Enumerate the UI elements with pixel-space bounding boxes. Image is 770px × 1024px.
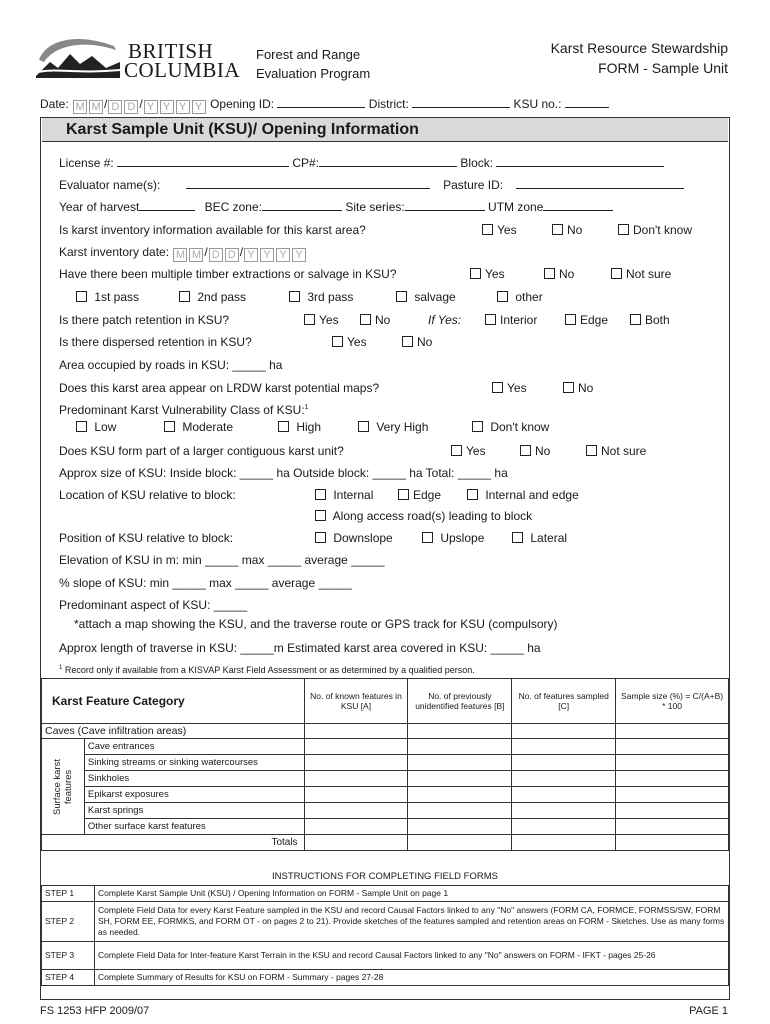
evaluator-field[interactable] (186, 178, 430, 189)
date-sep: / (239, 245, 244, 259)
checkbox[interactable] (398, 489, 409, 500)
pass3-label: 3rd pass (307, 290, 354, 304)
checkbox[interactable] (315, 532, 326, 543)
no-label: No (417, 335, 433, 349)
date-day-box[interactable]: D (124, 100, 138, 114)
inventory-yes[interactable] (482, 223, 517, 237)
table-cell[interactable] (304, 787, 408, 803)
evaluator-label: Evaluator name(s): (59, 178, 161, 192)
table-cell[interactable] (408, 771, 512, 787)
patch-no[interactable] (360, 313, 390, 327)
table-row: Epikarst exposures (84, 787, 304, 803)
pasture-field[interactable] (516, 178, 684, 189)
position-lateral[interactable] (512, 531, 567, 545)
date-label: Date: (40, 97, 69, 111)
yes-label: Yes (485, 267, 505, 281)
inv-year-box[interactable]: Y (260, 248, 274, 262)
checkbox[interactable] (315, 489, 326, 500)
table-cell[interactable] (304, 835, 408, 851)
page-number: PAGE 1 (689, 1005, 728, 1017)
date-month-box[interactable]: M (73, 100, 87, 114)
step-text: Complete Field Data for Inter-feature Karst Terrain in the KSU and record Causal Factors linked to any "No" answers on FORM - IFKT - pages 25-26 (95, 942, 729, 970)
elevation-line: Elevation of KSU in m: min _____ max _____ average _____ (59, 553, 385, 567)
checkbox[interactable] (76, 291, 87, 302)
step-label: STEP 4 (42, 970, 95, 986)
pass-2[interactable] (179, 290, 246, 304)
inventory-question: Is karst inventory information available for this karst area? (59, 223, 366, 237)
high-label: High (296, 420, 322, 434)
cp-label: CP#: (292, 156, 320, 170)
traverse-line: Approx length of traverse in KSU: _____m Estimated karst area covered in KSU: _____ ha (59, 641, 541, 655)
if-yes-label: If Yes: (428, 313, 462, 327)
checkbox[interactable] (565, 314, 576, 325)
table-cell[interactable] (304, 771, 408, 787)
checkbox[interactable] (586, 445, 597, 456)
program-name-2: Evaluation Program (256, 66, 371, 81)
no-label: No (559, 267, 575, 281)
larger-yes[interactable] (451, 444, 486, 458)
year-harvest-field[interactable] (139, 200, 195, 211)
roads-question: Area occupied by roads in KSU: _____ ha (59, 358, 283, 372)
date-line (40, 97, 609, 114)
step-label: STEP 2 (42, 902, 95, 942)
not-sure-label: Not sure (626, 267, 672, 281)
pass2-label: 2nd pass (197, 290, 247, 304)
bc-logo-graphic (36, 32, 122, 80)
vuln-footnote-mark: 1 (304, 404, 309, 411)
timber-no[interactable] (544, 267, 574, 281)
table-cell[interactable] (616, 819, 729, 835)
moderate-label: Moderate (182, 420, 234, 434)
patch-both[interactable] (630, 313, 670, 327)
yes-label: Yes (319, 313, 339, 327)
inv-year-box[interactable]: Y (276, 248, 290, 262)
checkbox[interactable] (467, 489, 478, 500)
location-internal[interactable] (315, 488, 373, 502)
opening-id-label: Opening ID: (210, 97, 275, 111)
surface-karst-group (42, 739, 85, 835)
location-question: Location of KSU relative to block: (59, 488, 236, 502)
cp-field[interactable] (319, 156, 457, 167)
internal-edge-label: Internal and edge (485, 488, 579, 502)
checkbox[interactable] (76, 421, 87, 432)
checkbox[interactable] (472, 421, 483, 432)
date-sep: / (104, 97, 108, 111)
date-year-box[interactable]: Y (160, 100, 174, 114)
form-title-2: FORM - Sample Unit (598, 60, 728, 76)
vuln-question (59, 403, 309, 417)
timber-yes[interactable] (470, 267, 505, 281)
salvage[interactable] (396, 290, 456, 304)
along-road-label: Along access road(s) leading to block (332, 509, 533, 523)
inv-day-box[interactable]: D (225, 248, 239, 262)
checkbox[interactable] (512, 532, 523, 543)
inventory-row (59, 223, 366, 237)
table-cell[interactable] (616, 739, 729, 755)
date-year-box[interactable]: Y (176, 100, 190, 114)
internal-label: Internal (333, 488, 374, 502)
checkbox[interactable] (482, 224, 493, 235)
table-cell[interactable] (304, 819, 408, 835)
position-downslope[interactable] (315, 531, 393, 545)
checkbox[interactable] (611, 268, 622, 279)
pass-1[interactable] (76, 290, 139, 304)
patch-yes[interactable] (304, 313, 339, 327)
very-high-label: Very High (376, 420, 429, 434)
other-label: other (515, 290, 543, 304)
inventory-no[interactable] (552, 223, 582, 237)
timber-not-sure[interactable] (611, 267, 671, 281)
location-along-road[interactable] (315, 509, 532, 523)
block-field[interactable] (496, 156, 664, 167)
timber-question: Have there been multiple timber extractions or salvage in KSU? (59, 267, 397, 281)
ksu-no-label: KSU no.: (513, 97, 562, 111)
inventory-dont-know[interactable] (618, 223, 692, 237)
table-cell[interactable] (304, 755, 408, 771)
checkbox[interactable] (451, 445, 462, 456)
checkbox[interactable] (360, 314, 371, 325)
table-row: Other surface karst features (84, 819, 304, 835)
yes-label: Yes (347, 335, 367, 349)
table-cell[interactable] (616, 771, 729, 787)
date-month-box[interactable]: M (89, 100, 103, 114)
yes-label: Yes (466, 444, 486, 458)
block-label: Block: (460, 156, 494, 170)
table-cell[interactable] (616, 724, 729, 739)
dont-know-label: Don't know (633, 223, 692, 237)
footnote-mark: 1 (59, 665, 63, 671)
table-cell[interactable] (304, 739, 408, 755)
aspect-line: Predominant aspect of KSU: _____ (59, 598, 248, 612)
interior-label: Interior (500, 313, 538, 327)
table-cell[interactable] (616, 835, 729, 851)
inv-month-box[interactable]: M (173, 248, 187, 262)
location-internal-edge[interactable] (467, 488, 579, 502)
vuln-moderate[interactable] (164, 420, 233, 434)
size-line: Approx size of KSU: Inside block: _____ ha Outside block: _____ ha Total: _____ ha (59, 466, 508, 480)
checkbox[interactable] (544, 268, 555, 279)
table-cell[interactable] (512, 724, 616, 739)
bec-label: BEC zone: (204, 200, 262, 214)
low-label: Low (94, 420, 117, 434)
district-label: District: (368, 97, 409, 111)
attach-note: *attach a map showing the KSU, and the traverse route or GPS track for KSU (compulsory) (74, 617, 558, 631)
footnote (59, 665, 475, 675)
lateral-label: Lateral (530, 531, 568, 545)
inv-month-box[interactable]: M (189, 248, 203, 262)
dispersed-yes[interactable] (332, 335, 367, 349)
upslope-label: Upslope (440, 531, 485, 545)
lrdw-no[interactable] (563, 381, 593, 395)
date-sep: / (204, 245, 208, 259)
utm-label: UTM zone (488, 200, 544, 214)
no-label: No (535, 444, 551, 458)
checkbox[interactable] (304, 314, 315, 325)
col-size: Sample size (%) = C/(A+B) * 100 (616, 679, 729, 724)
section-title: Karst Sample Unit (KSU)/ Opening Information (66, 121, 419, 138)
surface-karst-label: Surface karst features (51, 758, 74, 815)
checkbox[interactable] (164, 421, 175, 432)
inventory-date-row (59, 245, 307, 262)
checkbox[interactable] (470, 268, 481, 279)
slope-line: % slope of KSU: min _____ max _____ average _____ (59, 576, 352, 590)
table-cell[interactable] (304, 803, 408, 819)
larger-question: Does KSU form part of a larger contiguous karst unit? (59, 444, 344, 458)
table-cell[interactable] (408, 803, 512, 819)
table-row: Cave entrances (84, 739, 304, 755)
checkbox[interactable] (332, 336, 343, 347)
vuln-high[interactable] (278, 420, 321, 434)
not-sure-label: Not sure (601, 444, 647, 458)
form-title-1: Karst Resource Stewardship (550, 40, 728, 56)
patch-edge[interactable] (565, 313, 608, 327)
vuln-very-high[interactable] (358, 420, 428, 434)
patch-question: Is there patch retention in KSU? (59, 313, 230, 327)
inv-year-box[interactable]: Y (244, 248, 258, 262)
logo-british: BRITISH (128, 39, 214, 63)
checkbox[interactable] (278, 421, 289, 432)
table-cell[interactable] (512, 755, 616, 771)
checkbox[interactable] (520, 445, 531, 456)
checkbox[interactable] (630, 314, 641, 325)
district-field[interactable] (412, 97, 510, 108)
table-cell[interactable] (512, 835, 616, 851)
date-year-box[interactable]: Y (192, 100, 206, 114)
patch-interior[interactable] (485, 313, 537, 327)
step-text: Complete Karst Sample Unit (KSU) / Opening Information on FORM - Sample Unit on page 1 (95, 886, 729, 902)
utm-field[interactable] (543, 200, 613, 211)
site-series-label: Site series: (345, 200, 405, 214)
table-row: Karst springs (84, 803, 304, 819)
license-row (59, 156, 664, 170)
lrdw-question: Does this karst area appear on LRDW karst potential maps? (59, 381, 380, 395)
checkbox[interactable] (552, 224, 563, 235)
larger-not-sure[interactable] (586, 444, 646, 458)
other[interactable] (497, 290, 543, 304)
ksu-no-field[interactable] (565, 97, 609, 108)
table-cell[interactable] (408, 755, 512, 771)
table-cell[interactable] (408, 739, 512, 755)
inventory-date-label: Karst inventory date: (59, 245, 170, 259)
table-cell[interactable] (408, 819, 512, 835)
checkbox[interactable] (396, 291, 407, 302)
table-cell[interactable] (408, 835, 512, 851)
pasture-label: Pasture ID: (443, 178, 504, 192)
pass-3[interactable] (289, 290, 353, 304)
license-label: License #: (59, 156, 114, 170)
yes-label: Yes (497, 223, 517, 237)
table-cell[interactable] (616, 787, 729, 803)
larger-no[interactable] (520, 444, 550, 458)
edge-label: Edge (580, 313, 609, 327)
table-cell[interactable] (512, 771, 616, 787)
pass1-label: 1st pass (94, 290, 140, 304)
inv-year-box[interactable]: Y (292, 248, 306, 262)
lrdw-yes[interactable] (492, 381, 527, 395)
vuln-low[interactable] (76, 420, 116, 434)
date-sep: / (139, 97, 143, 111)
site-series-field[interactable] (405, 200, 485, 211)
table-cell[interactable] (408, 724, 512, 739)
downslope-label: Downslope (333, 531, 393, 545)
no-label: No (578, 381, 594, 395)
license-field[interactable] (117, 156, 289, 167)
col-prev: No. of previously unidentified features [B] (408, 679, 512, 724)
table-cell[interactable] (408, 787, 512, 803)
opening-id-field[interactable] (277, 97, 365, 108)
checkbox[interactable] (358, 421, 369, 432)
footnote-text: Record only if available from a KISVAP Karst Field Assessment or as determined by a qualified person. (64, 665, 475, 675)
karst-feature-table (41, 678, 729, 851)
table-cell[interactable] (512, 819, 616, 835)
vuln-question-text: Predominant Karst Vulnerability Class of KSU: (59, 403, 305, 417)
table-cell[interactable] (512, 803, 616, 819)
instructions-table (41, 885, 729, 986)
table-cell[interactable] (304, 724, 408, 739)
step-label: STEP 1 (42, 886, 95, 902)
col-sampled: No. of features sampled [C] (512, 679, 616, 724)
harvest-row (59, 200, 613, 214)
checkbox[interactable] (618, 224, 629, 235)
totals-label: Totals (42, 835, 305, 851)
inv-day-box[interactable]: D (209, 248, 223, 262)
checkbox[interactable] (422, 532, 433, 543)
step-text: Complete Summary of Results for KSU on FORM - Summary - pages 27-28 (95, 970, 729, 986)
step-text: Complete Field Data for every Karst Feature sampled in the KSU and record Causal Factors linked to any "No" answers (FORM CA, FORMCE, FORMSS/SW, FORM SH, FORM EE, FORMKS, and FORM OT - on pages 2 to 21). Provide sketches of the features sampled and retention areas on FORM - Sketches. Use as many forms as needed. (95, 902, 729, 942)
checkbox[interactable] (315, 510, 326, 521)
date-day-box[interactable]: D (108, 100, 122, 114)
caves-label: Caves (Cave infiltration areas) (42, 724, 305, 739)
program-name-1: Forest and Range (256, 47, 361, 62)
location-edge[interactable] (398, 488, 441, 502)
dispersed-no[interactable] (402, 335, 432, 349)
logo-columbia: COLUMBIA (124, 58, 241, 82)
checkbox[interactable] (289, 291, 300, 302)
step-label: STEP 3 (42, 942, 95, 970)
checkbox[interactable] (179, 291, 190, 302)
table-cell[interactable] (616, 803, 729, 819)
table-row: Sinking streams or sinking watercourses (84, 755, 304, 771)
position-question: Position of KSU relative to block: (59, 531, 234, 545)
salvage-label: salvage (414, 290, 456, 304)
table-row: Sinkholes (84, 771, 304, 787)
dont-know-label: Don't know (490, 420, 550, 434)
col-known: No. of known features in KSU [A] (304, 679, 408, 724)
checkbox[interactable] (402, 336, 413, 347)
date-year-box[interactable]: Y (144, 100, 158, 114)
checkbox[interactable] (563, 382, 574, 393)
col-category: Karst Feature Category (42, 679, 305, 724)
edge-label: Edge (413, 488, 442, 502)
table-cell[interactable] (616, 755, 729, 771)
both-label: Both (645, 313, 670, 327)
no-label: No (567, 223, 583, 237)
dispersed-question: Is there dispersed retention in KSU? (59, 335, 252, 349)
year-harvest-label: Year of harvest (59, 200, 140, 214)
instructions-title: INSTRUCTIONS FOR COMPLETING FIELD FORMS (272, 871, 498, 882)
checkbox[interactable] (485, 314, 496, 325)
checkbox[interactable] (492, 382, 503, 393)
position-upslope[interactable] (422, 531, 484, 545)
checkbox[interactable] (497, 291, 508, 302)
bec-field[interactable] (262, 200, 342, 211)
table-cell[interactable] (512, 787, 616, 803)
form-code: FS 1253 HFP 2009/07 (40, 1005, 150, 1017)
yes-label: Yes (507, 381, 527, 395)
evaluator-row (59, 178, 684, 192)
no-label: No (375, 313, 391, 327)
vuln-dont-know[interactable] (472, 420, 549, 434)
table-cell[interactable] (512, 739, 616, 755)
